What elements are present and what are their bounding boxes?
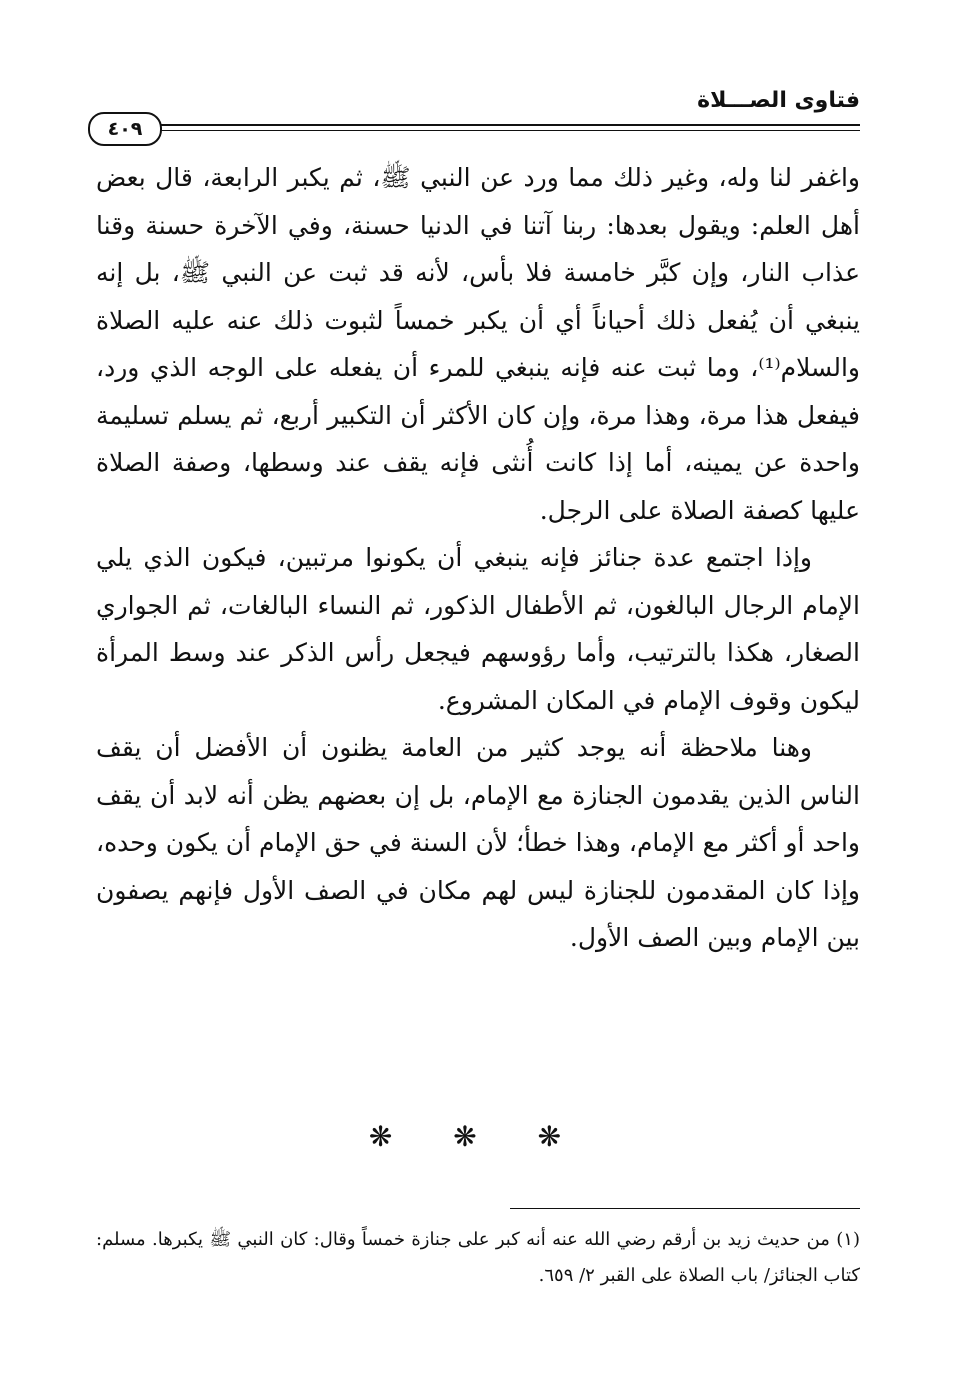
- body-text: [96, 154, 860, 962]
- footnote-1: (١) من حديث زيد بن أرقم رضي الله عنه أنه كبر على جنازة خمساً وقال: كان النبي ﷺ يكبرها. مسلم: كتاب الجنائز/ باب الصلاة على القبر ٢/ ٦٥٩.: [96, 1229, 860, 1286]
- header-rule: [146, 124, 860, 126]
- footnote-rule: [510, 1208, 860, 1209]
- page-header: [88, 84, 860, 144]
- page-number: ٤٠٩: [88, 112, 162, 146]
- paragraph-2: وإذا اجتمع عدة جنائز فإنه ينبغي أن يكونوا مرتبين، فيكون الذي يلي الإمام الرجال البالغون، ثم الأطفال الذكور، ثم النساء البالغات، ثم الجواري الصغار، هكذا بالترتيب، وأما رؤوسهم فيجعل رأس الذكر عند وسط المرأة ليكون وقوف الإمام في المكان المشروع.: [96, 543, 860, 715]
- paragraph-3: وهنا ملاحظة أنه يوجد كثير من العامة يظنون أن الأفضل أن يقف الناس الذين يقدمون الجنازة مع الإمام، بل إن بعضهم يظن أنه لابد أن يقف واحد أو أكثر مع الإمام، وهذا خطأ؛ لأن السنة في حق الإمام أن يكون وحده، وإذا كان المقدمون للجنازة ليس لهم مكان في الصف الأول فإنهم يصفون بين الإمام وبين الصف الأول.: [96, 733, 860, 952]
- header-rule-thin: [146, 130, 860, 131]
- section-separator: ❋ ❋ ❋: [368, 1120, 588, 1153]
- footnote: [96, 1222, 860, 1294]
- paragraph-1: واغفر لنا وله، وغير ذلك مما ورد عن النبي ﷺ، ثم يكبر الرابعة، قال بعض أهل العلم: ويقول بعدها: ربنا آتنا في الدنيا حسنة، وفي الآخرة حسنة وقنا عذاب النار، وإن كبَّر خامسة فلا بأس، لأنه قد ثبت عن النبي ﷺ، بل إنه ينبغي أن يُفعل ذلك أحياناً أي أن يكبر خمساً لثبوت ذلك عنه عليه الصلاة والسلام⁽¹⁾، وما ثبت عنه فإنه ينبغي للمرء أن يفعله على الوجه الذي ورد، فيفعل هذا مرة، وهذا مرة، وإن كان الأكثر أن التكبير أربع، ثم يسلم تسليمة واحدة عن يمينه، أما إذا كانت أُنثى فإنه يقف عند وسطها، وصفة الصلاة عليها كصفة الصلاة على الرجل.: [96, 163, 860, 525]
- book-title: فتاوى الصـــلاة: [697, 88, 860, 113]
